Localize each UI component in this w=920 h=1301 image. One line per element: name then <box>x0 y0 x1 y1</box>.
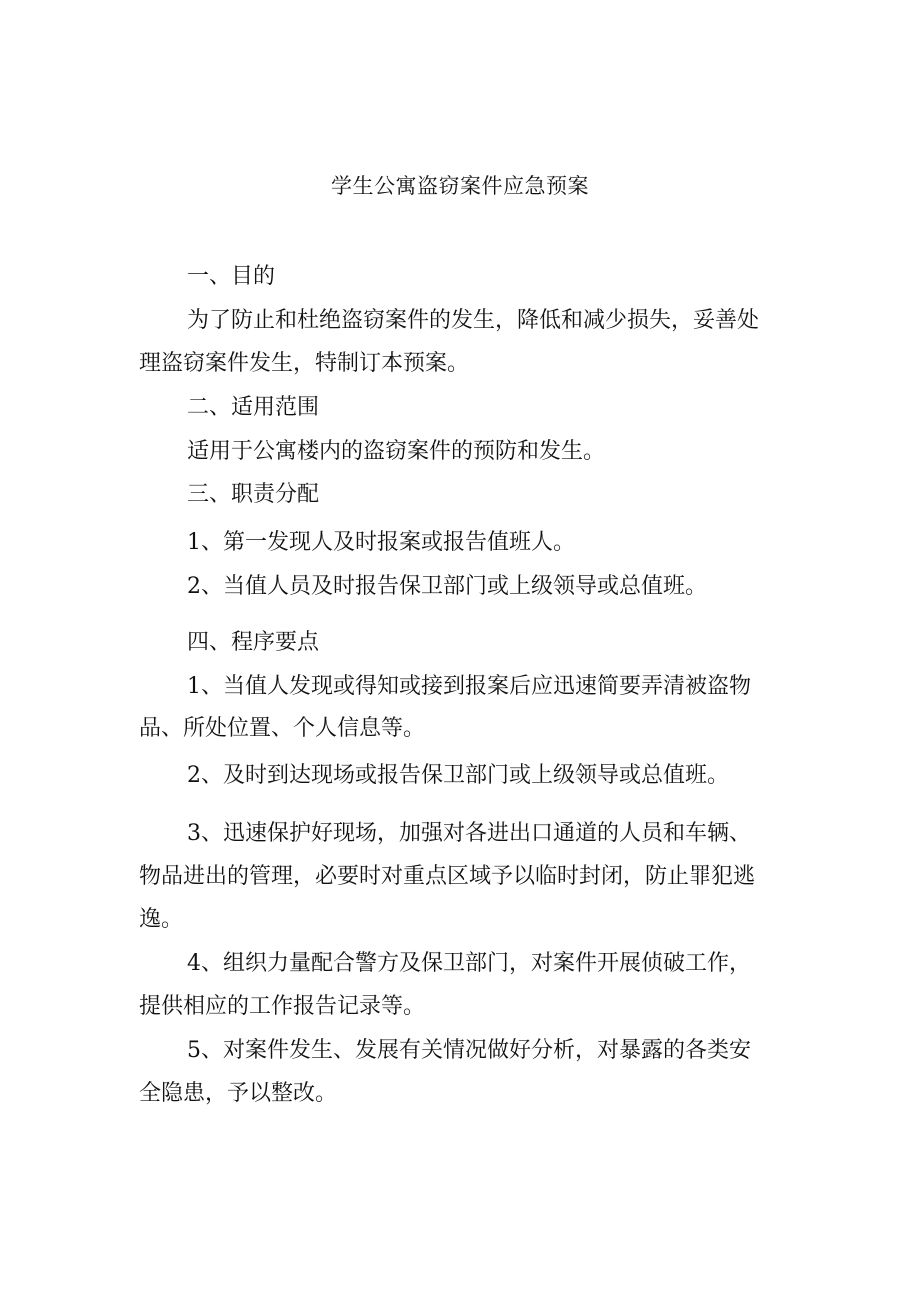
section-heading-duties: 三、职责分配 <box>187 482 320 507</box>
paragraph-line: 全隐患，予以整改。 <box>139 1081 338 1106</box>
list-item: 3、迅速保护好现场，加强对各进出口通道的人员和车辆、 <box>187 821 751 846</box>
list-item: 2、当值人员及时报告保卫部门或上级领导或总值班。 <box>187 574 707 599</box>
document-title: 学生公寓盗窃案件应急预案 <box>331 174 589 198</box>
list-item: 1、当值人发现或得知或接到报案后应迅速简要弄清被盗物 <box>187 674 751 699</box>
section-heading-purpose: 一、目的 <box>187 264 276 289</box>
paragraph-line: 品、所处位置、个人信息等。 <box>139 716 426 741</box>
paragraph-line: 为了防止和杜绝盗窃案件的发生，降低和减少损失，妥善处 <box>187 308 760 333</box>
section-heading-scope: 二、适用范围 <box>187 395 320 420</box>
paragraph-line: 理盗窃案件发生，特制订本预案。 <box>139 351 470 376</box>
paragraph-line: 物品进出的管理，必要时对重点区域予以临时封闭，防止罪犯逃 <box>139 864 756 889</box>
paragraph-line: 适用于公寓楼内的盗窃案件的预防和发生。 <box>187 439 606 464</box>
paragraph-line: 逸。 <box>139 907 184 932</box>
section-heading-procedure: 四、程序要点 <box>187 630 320 655</box>
paragraph-line: 提供相应的工作报告记录等。 <box>139 994 426 1019</box>
list-item: 2、及时到达现场或报告保卫部门或上级领导或总值班。 <box>187 763 729 788</box>
list-item: 5、对案件发生、发展有关情况做好分析，对暴露的各类安 <box>187 1038 751 1063</box>
list-item: 1、第一发现人及时报案或报告值班人。 <box>187 530 575 555</box>
list-item: 4、组织力量配合警方及保卫部门，对案件开展侦破工作， <box>187 951 751 976</box>
